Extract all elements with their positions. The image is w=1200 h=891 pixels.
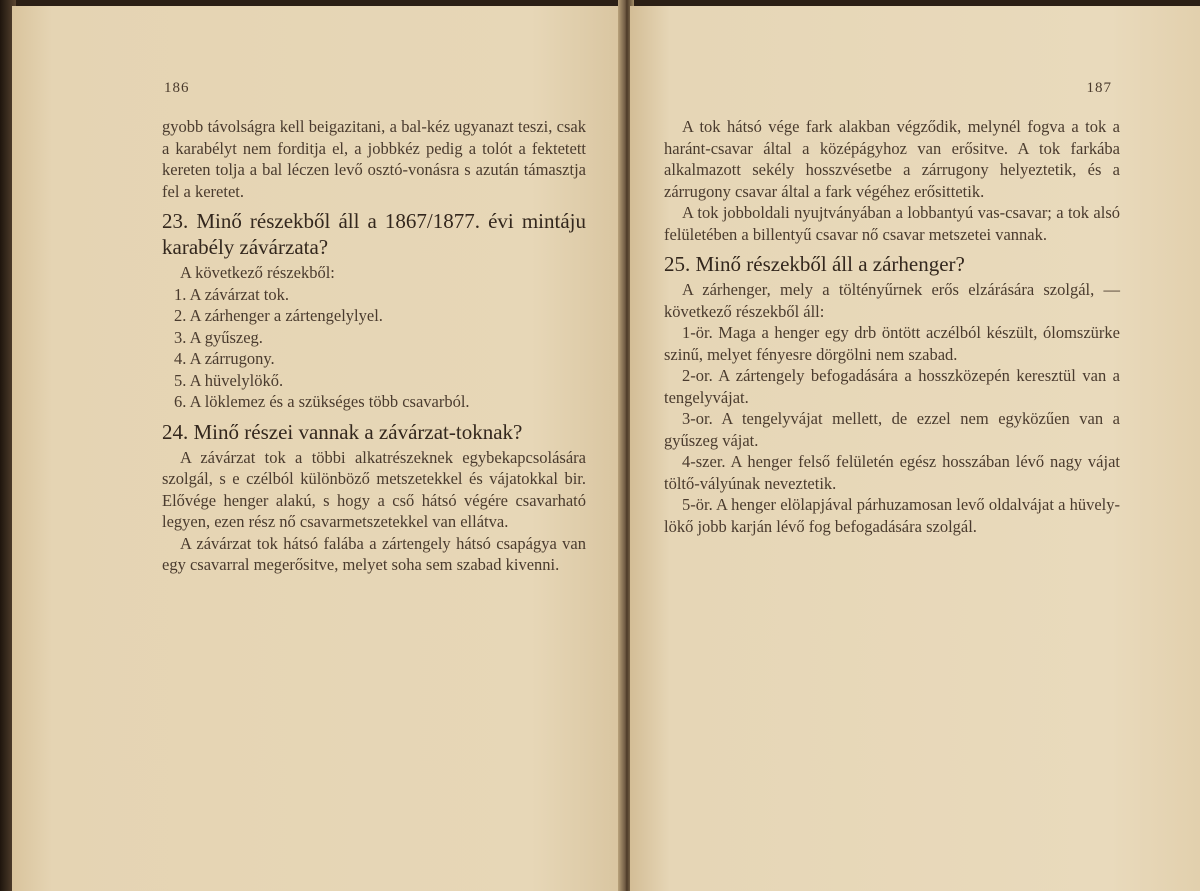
right-paragraph-1: A tok hátsó vége fark alakban végződik, melynél fogva a tok a haránt-csavar által a középágyhoz van erősitve. A tok farkába alkalmazott sekély hosszvésetbe a zárrugony helyeztetik, és a zárrugony csavar által a fark végéhez erősittetik. bbox=[664, 117, 1120, 201]
answer-25-lead: A zárhenger, mely a töltényűrnek erős elzárására szolgál, — következő részekből áll: bbox=[664, 280, 1120, 321]
list-item: 3-or. A tengelyvájat mellett, de ezzel nem egyközűen van a gyűszeg vájat. bbox=[664, 409, 1120, 450]
question-23-heading: 23. Minő részekből áll a 1867/1877. évi mintáju karabély závárzata? bbox=[162, 209, 586, 259]
answer-23-list bbox=[162, 284, 586, 413]
question-25-heading: 25. Minő részekből áll a zárhenger? bbox=[664, 252, 965, 276]
intro-paragraph: gyobb távolságra kell beigazitani, a bal-kéz ugyanazt teszi, csak a karabélyt nem forditja el, a jobbkéz pedig a tolót a fektetett kereten tolja a bal léczen levő osztó-vonásra s azután támasztja fel a keretet. bbox=[162, 117, 586, 201]
right-paragraph-2: A tok jobboldali nyujtványában a lobbantyú vas-csavar; a tok alsó felületében a billentyű csavar nő csavar metszetei vannak. bbox=[664, 203, 1120, 244]
list-item: 4-szer. A henger felső felületén egész hosszában lévő nagy vájat töltő-vályúnak neveztetik. bbox=[664, 452, 1120, 493]
question-24-heading: 24. Minő részei vannak a závárzat-toknak? bbox=[162, 419, 523, 444]
left-page bbox=[12, 6, 626, 891]
list-item: 3. A gyűszeg. bbox=[174, 327, 263, 347]
list-item: 2-or. A zártengely befogadására a hosszközepén keresztül van a tengelyvájat. bbox=[664, 366, 1120, 407]
list-item: 1. A závárzat tok. bbox=[174, 284, 290, 304]
list-item: 5-ör. A henger elölapjával párhuzamosan levő oldalvájat a hüvely-lökő jobb karján lévő fog befogadására szolgál. bbox=[664, 495, 1120, 536]
answer-24-paragraph-1: A závárzat tok a többi alkatrészeknek egybekapcsolására szolgál, s e czélból különböző metszetekkel és vájatokkal bir. Elővége henger alakú, s hogy a cső hátsó végére csavarható legyen, ezen rész nő csavarmetszetekkel van ellátva. bbox=[162, 447, 586, 531]
page-number-left: 186 bbox=[164, 80, 190, 96]
list-item: 1-ör. Maga a henger egy drb öntött aczélból készült, ólomszürke szinű, melyet fényesre dörgölni nem szabad. bbox=[664, 323, 1120, 364]
list-item: 2. A zárhenger a zártengelylyel. bbox=[174, 306, 383, 325]
list-item: 4. A zárrugony. bbox=[174, 349, 275, 368]
right-page bbox=[630, 6, 1200, 891]
answer-23-lead: A következő részekből: bbox=[180, 263, 335, 282]
list-item: 6. A löklemez és a szükséges több csavarból. bbox=[174, 392, 470, 411]
list-item: 5. A hüvelylökő. bbox=[174, 370, 284, 390]
page-number-right: 187 bbox=[1086, 80, 1112, 96]
answer-24-paragraph-2: A závárzat tok hátsó falába a zártengely hátsó csapágya van egy csavarral megerősitve, melyet soha sem szabad kivenni. bbox=[162, 533, 586, 574]
left-page-text bbox=[162, 116, 586, 576]
right-page-text bbox=[664, 116, 1120, 537]
